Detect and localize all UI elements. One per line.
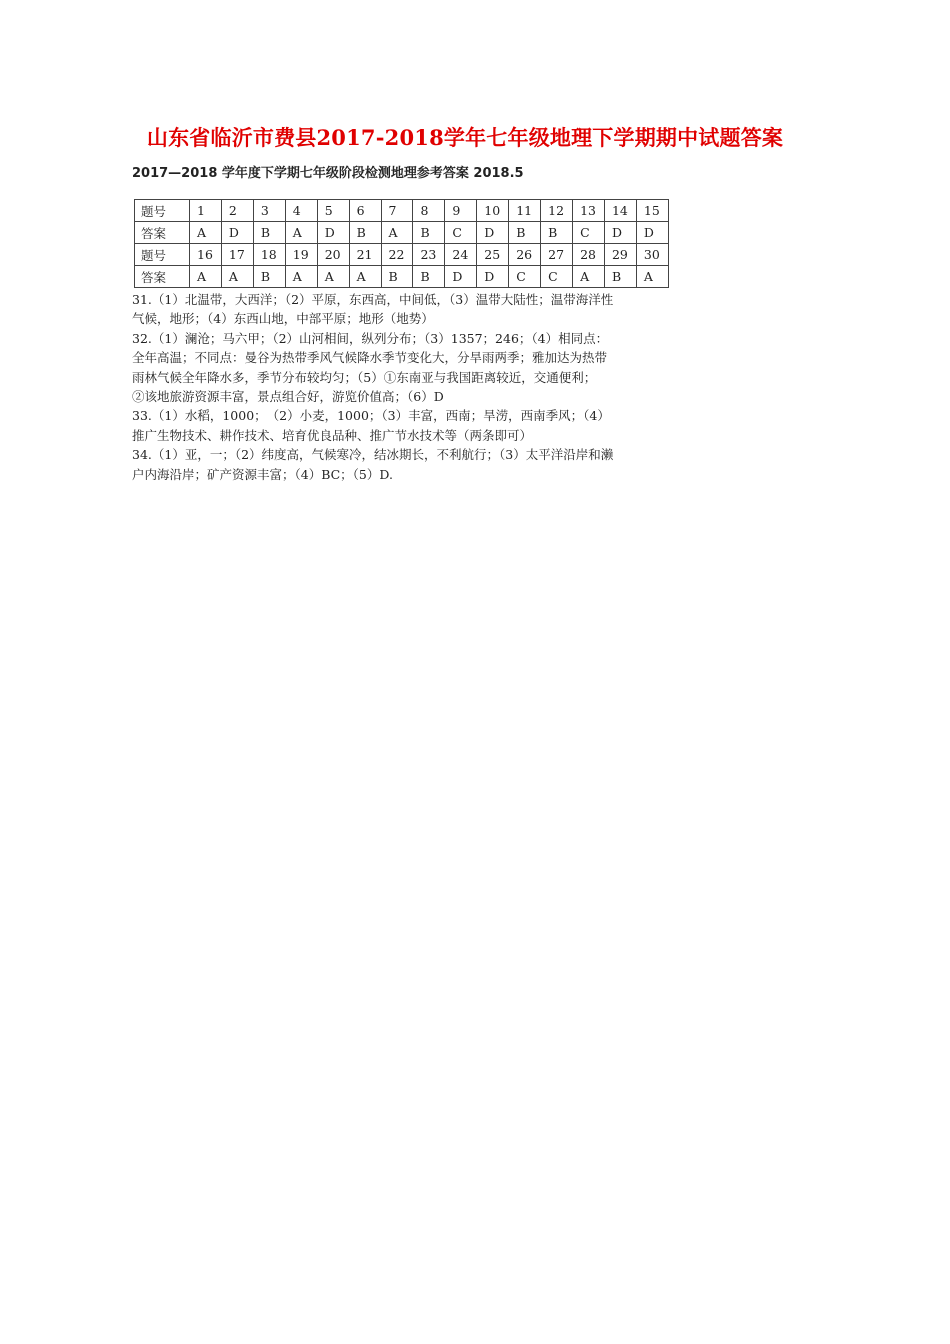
answer-line: 气候，地形；（4）东西山地，中部平原；地形（地势） [132,311,434,327]
row-header-cell: 答案 [135,222,190,244]
table-cell: 28 [573,244,605,266]
table-cell: B [509,222,541,244]
answer-key-subtitle: 2017—2018 学年度下学期七年级阶段检测地理参考答案 2018.5 [132,166,524,181]
table-cell: C [445,222,477,244]
table-row [135,266,669,288]
answer-line: 32.（1）澜沧；马六甲；（2）山河相间，纵列分布；（3）1357；246；（4）相同点： [132,330,609,346]
table-cell: A [381,222,413,244]
table-cell: C [541,266,573,288]
table-cell: 26 [509,244,541,266]
table-cell: B [541,222,573,244]
table-cell: 22 [381,244,413,266]
table-cell: 1 [190,200,222,222]
table-cell: 27 [541,244,573,266]
answer-line: 全年高温；不同点：曼谷为热带季风气候降水季节变化大，分旱雨两季；雅加达为热带 [132,350,608,366]
answer-key-image [130,160,675,485]
table-cell: 20 [317,244,349,266]
table-cell: A [349,266,381,288]
table-cell: 23 [413,244,445,266]
table-cell: C [573,222,605,244]
table-cell: D [477,222,509,244]
answer-line: 雨林气候全年降水多，季节分布较均匀；（5）①东南亚与我国距离较近，交通便利； [132,369,597,385]
table-cell: 24 [445,244,477,266]
table-cell: 17 [221,244,253,266]
table-cell: D [221,222,253,244]
answer-table [134,199,669,288]
table-cell: 14 [604,200,636,222]
table-cell: 9 [445,200,477,222]
table-cell: 12 [541,200,573,222]
answer-line: 推广生物技术、耕作技术、培育优良品种、推广节水技术等（两条即可） [132,427,533,443]
table-cell: B [381,266,413,288]
table-cell: D [445,266,477,288]
table-cell: 16 [190,244,222,266]
answer-line: ②该地旅游资源丰富，景点组合好，游览价值高；（6）D [132,388,444,404]
table-cell: D [317,222,349,244]
table-cell: 8 [413,200,445,222]
table-cell: C [509,266,541,288]
table-cell: A [636,266,668,288]
row-header-cell: 题号 [135,244,190,266]
table-cell: A [285,222,317,244]
table-cell: D [477,266,509,288]
table-cell: 3 [253,200,285,222]
table-cell: B [253,222,285,244]
table-cell: A [285,266,317,288]
table-cell: 29 [604,244,636,266]
answer-line: 33.（1）水稻，1000； （2）小麦，1000；（3）丰富，西南；旱涝，西南季风；（4） [132,408,610,424]
table-cell: 4 [285,200,317,222]
table-cell: 6 [349,200,381,222]
table-cell: 13 [573,200,605,222]
answer-line: 31.（1）北温带，大西洋；（2）平原，东西高，中间低，（3）温带大陆性；温带海洋性 [132,292,614,307]
table-cell: 18 [253,244,285,266]
table-cell: B [413,222,445,244]
table-cell: 15 [636,200,668,222]
table-cell: A [190,266,222,288]
table-cell: A [573,266,605,288]
table-cell: D [604,222,636,244]
table-cell: 7 [381,200,413,222]
table-cell: 11 [509,200,541,222]
table-row [135,200,669,222]
table-cell: B [349,222,381,244]
document-title: 山东省临沂市费县2017-2018学年七年级地理下学期期中试题答案 [146,125,784,150]
table-cell: 2 [221,200,253,222]
table-cell: A [190,222,222,244]
table-row [135,222,669,244]
table-cell: A [317,266,349,288]
table-cell: 19 [285,244,317,266]
table-cell: B [604,266,636,288]
row-header-cell: 题号 [135,200,190,222]
table-cell: A [221,266,253,288]
table-cell: B [253,266,285,288]
table-row [135,244,669,266]
answer-text-block [132,290,677,484]
answer-line: 34.（1）亚，一；（2）纬度高，气候寒冷，结冰期长，不利航行；（3）太平洋沿岸和濑 [132,447,614,463]
table-cell: 30 [636,244,668,266]
table-cell: D [636,222,668,244]
table-cell: 21 [349,244,381,266]
table-cell: 25 [477,244,509,266]
table-cell: 5 [317,200,349,222]
row-header-cell: 答案 [135,266,190,288]
table-cell: 10 [477,200,509,222]
answer-line: 户内海沿岸；矿产资源丰富；（4）BC；（5）D. [132,466,393,482]
table-cell: B [413,266,445,288]
